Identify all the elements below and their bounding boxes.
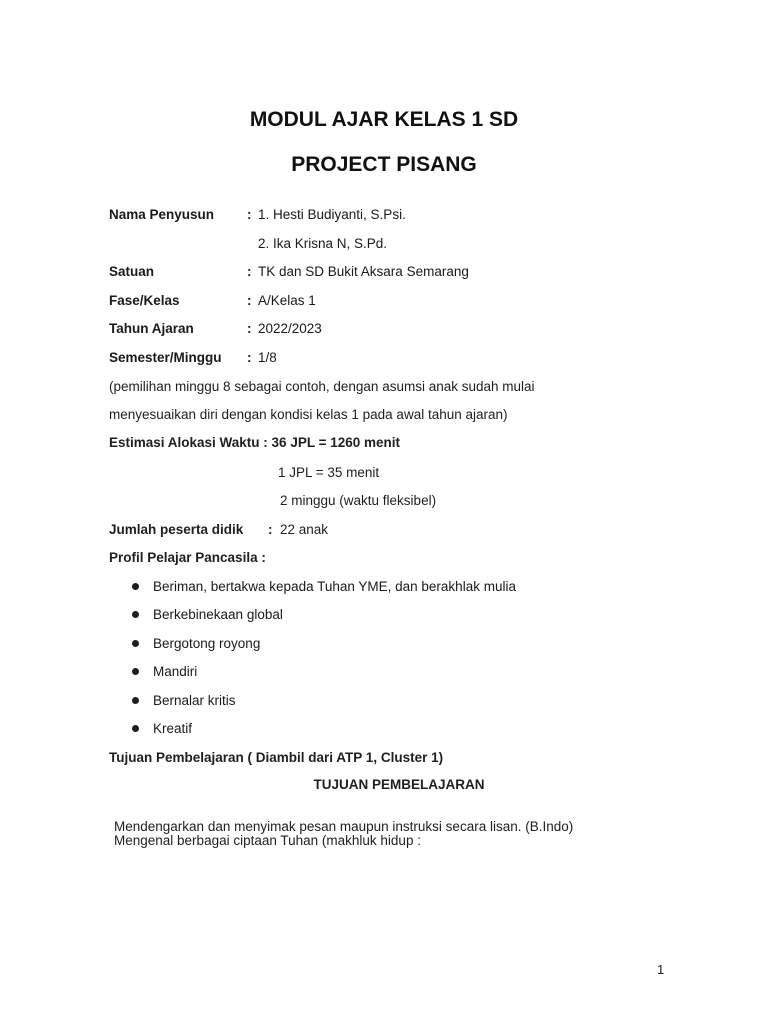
bullet-icon — [132, 668, 139, 675]
tujuan-heading: Tujuan Pembelajaran ( Diambil dari ATP 1, Cluster 1) — [109, 750, 444, 765]
peserta-label: Jumlah peserta didik — [109, 522, 244, 537]
list-item — [132, 693, 236, 708]
fase-value: A/Kelas 1 — [258, 293, 316, 308]
list-item-text: Bergotong royong — [153, 636, 261, 651]
bullet-icon — [132, 611, 139, 618]
semester-label: Semester/Minggu — [109, 350, 222, 365]
satuan-label: Satuan — [109, 264, 155, 279]
profil-heading: Profil Pelajar Pancasila : — [109, 550, 266, 565]
list-item-text: Mandiri — [153, 664, 198, 679]
tahun-value: 2022/2023 — [258, 321, 322, 336]
estimasi-jpl: 1 JPL = 35 menit — [278, 465, 380, 480]
penyusun-colon: : — [247, 207, 252, 222]
list-item — [132, 607, 283, 622]
estimasi-heading: Estimasi Alokasi Waktu : 36 JPL = 1260 menit — [109, 435, 401, 450]
document-title: MODUL AJAR KELAS 1 SD — [249, 108, 519, 131]
list-item — [132, 636, 260, 651]
tujuan-line-2: Mengenal berbagai ciptaan Tuhan (makhluk hidup : — [114, 833, 421, 848]
note-line-2: menyesuaikan diri dengan kondisi kelas 1 pada awal tahun ajaran) — [109, 407, 508, 422]
note-line-1: (pemilihan minggu 8 sebagai contoh, dengan asumsi anak sudah mulai — [109, 379, 535, 394]
list-item — [132, 664, 197, 679]
bullet-icon — [132, 640, 139, 647]
bullet-icon — [132, 725, 139, 732]
satuan-colon: : — [247, 264, 252, 279]
list-item-text: Berkebinekaan global — [153, 607, 283, 622]
penyusun-label: Nama Penyusun — [109, 207, 215, 222]
tahun-colon: : — [247, 321, 252, 336]
satuan-value: TK dan SD Bukit Aksara Semarang — [258, 264, 469, 279]
document-subtitle: PROJECT PISANG — [291, 153, 477, 176]
list-item-text: Bernalar kritis — [153, 693, 236, 708]
page-number: 1 — [657, 962, 665, 977]
list-item-text: Beriman, bertakwa kepada Tuhan YME, dan berakhlak mulia — [153, 579, 516, 594]
peserta-value: 22 anak — [280, 522, 329, 537]
penyusun-value-1: 1. Hesti Budiyanti, S.Psi. — [258, 207, 406, 222]
bullet-icon — [132, 697, 139, 704]
tahun-label: Tahun Ajaran — [109, 321, 194, 336]
tujuan-table-header: TUJUAN PEMBELAJARAN — [313, 777, 485, 792]
fase-label: Fase/Kelas — [109, 293, 180, 308]
estimasi-minggu: 2 minggu (waktu fleksibel) — [280, 493, 437, 508]
tujuan-line-1: Mendengarkan dan menyimak pesan maupun instruksi secara lisan. (B.Indo) — [114, 819, 574, 834]
list-item — [132, 579, 516, 594]
fase-colon: : — [247, 293, 252, 308]
semester-value: 1/8 — [258, 350, 277, 365]
bullet-icon — [132, 583, 139, 590]
semester-colon: : — [247, 350, 252, 365]
list-item — [132, 721, 192, 736]
peserta-colon: : — [268, 522, 273, 537]
penyusun-value-2: 2. Ika Krisna N, S.Pd. — [258, 236, 388, 251]
list-item-text: Kreatif — [153, 721, 193, 736]
